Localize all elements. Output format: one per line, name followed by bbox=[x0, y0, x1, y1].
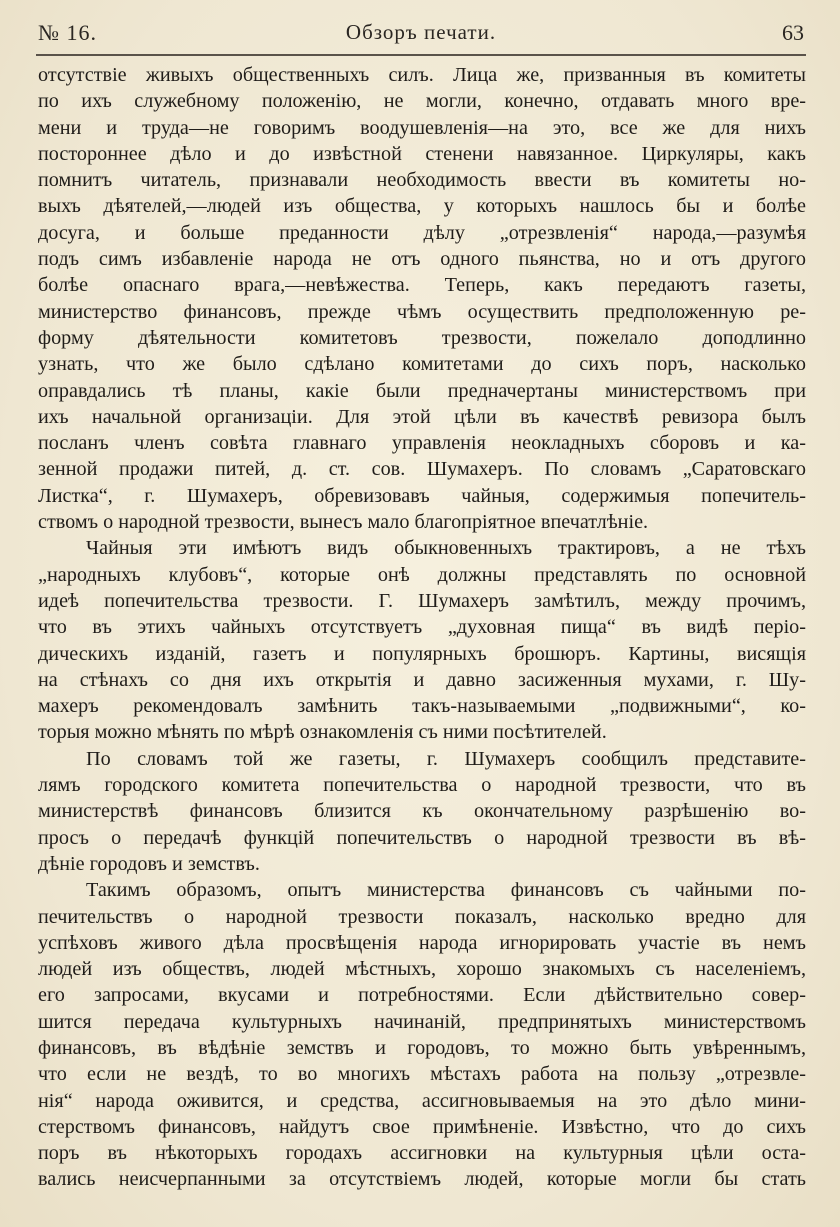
text-line: узнать, что же было сдѣлано комитетами до сихъ поръ, насколько bbox=[38, 353, 806, 376]
text-line: поръ въ нѣкоторыхъ городахъ ассигновки на культурныя цѣли оста- bbox=[38, 1142, 806, 1165]
text-line: что если не вездѣ, то во многихъ мѣстахъ работа на пользу „отрезвле- bbox=[38, 1063, 806, 1086]
text-line: болѣе опаснаго врага,—невѣжества. Теперь, какъ передаютъ газеты, bbox=[38, 274, 806, 297]
text-line: печительствъ о народной трезвости показалъ, насколько вредно для bbox=[38, 905, 806, 928]
text-line: ствомъ о народной трезвости, вынесъ мало благопріятное впечатлѣніе. bbox=[38, 511, 649, 534]
text-line: По словамъ той же газеты, г. Шумахеръ сообщилъ представите- bbox=[86, 747, 806, 770]
text-line: махеръ рекомендовалъ замѣнить такъ-называемыми „подвижными“, ко- bbox=[38, 695, 806, 718]
text-line: торыя можно мѣнять по мѣрѣ ознакомленія съ ними посѣтителей. bbox=[38, 721, 607, 744]
running-header bbox=[38, 20, 804, 48]
text-line: досуга, и больше преданности дѣлу „отрезвленія“ народа,—разумѣя bbox=[38, 221, 806, 244]
text-line: посланъ членъ совѣта главнаго управленія неокладныхъ сборовъ и ка- bbox=[38, 432, 806, 455]
text-line: министерство финансовъ, прежде чѣмъ осуществить предположенную ре- bbox=[38, 300, 806, 323]
text-line: Листка“, г. Шумахеръ, обревизовавъ чайныя, содержимыя попечитель- bbox=[38, 484, 806, 507]
text-line: людей изъ обществъ, людей мѣстныхъ, хорошо знакомыхъ съ населеніемъ, bbox=[38, 958, 806, 981]
text-line: „народныхъ клубовъ“, которые онѣ должны представлять по основной bbox=[38, 563, 806, 586]
text-line: зенной продажи питей, д. ст. сов. Шумахеръ. По словамъ „Саратовскаго bbox=[38, 458, 806, 481]
text-line: отсутствіе живыхъ общественныхъ силъ. Лица же, призванныя въ комитеты bbox=[38, 64, 806, 86]
page-number: 63 bbox=[782, 20, 804, 45]
section-title: Обзоръ печати. bbox=[345, 20, 497, 44]
text-line: на стѣнахъ со дня ихъ открытія и давно засиженныя мухами, г. Шу- bbox=[38, 668, 806, 691]
text-line: стерствомъ финансовъ, найдутъ свое примѣненіе. Извѣстно, что до сихъ bbox=[38, 1115, 806, 1138]
text-line: что въ этихъ чайныхъ отсутствуетъ „духовная пища“ въ видѣ періо- bbox=[38, 616, 806, 639]
text-line: дическихъ изданій, газетъ и популярныхъ брошюръ. Картины, висящія bbox=[38, 642, 806, 665]
text-line: лямъ городского комитета попечительства о народной трезвости, что въ bbox=[38, 774, 806, 797]
text-line: по ихъ служебному положенію, не могли, конечно, отдавать много вре- bbox=[38, 90, 806, 113]
text-line: помнитъ читатель, признавали необходимость ввести въ комитеты но- bbox=[38, 169, 806, 192]
text-line: мени и труда—не говоримъ воодушевленія—на это, все же для нихъ bbox=[38, 116, 806, 139]
article-body bbox=[38, 62, 806, 1193]
text-line: успѣховъ живого дѣла просвѣщенія народа игнорировать участіе въ немъ bbox=[38, 931, 806, 954]
text-line: оправдались тѣ планы, какіе были предначертаны министерствомъ при bbox=[38, 379, 806, 402]
text-line: его запросами, вкусами и потребностями. Если дѣйствительно совер- bbox=[38, 984, 806, 1007]
text-line: дѣніе городовъ и земствъ. bbox=[38, 852, 260, 875]
text-line: шится передача культурныхъ начинаній, предпринятыхъ министерствомъ bbox=[38, 1010, 806, 1033]
text-line: нія“ народа оживится, и средства, ассигновываемыя на это дѣло мини- bbox=[38, 1089, 806, 1112]
text-line: выхъ дѣятелей,—людей изъ общества, у которыхъ нашлось бы и болѣе bbox=[38, 195, 806, 218]
text-line: финансовъ, въ вѣдѣніе земствъ и городовъ, то можно быть увѣреннымъ, bbox=[38, 1036, 806, 1059]
text-line: идеѣ попечительства трезвости. Г. Шумахеръ замѣтилъ, между прочимъ, bbox=[38, 589, 806, 612]
text-line: Чайныя эти имѣютъ видъ обыкновенныхъ трактировъ, а не тѣхъ bbox=[86, 537, 806, 560]
text-line: ихъ начальной организаціи. Для этой цѣли въ качествѣ ревизора былъ bbox=[38, 405, 806, 428]
header-rule bbox=[36, 54, 806, 56]
text-line: постороннее дѣло и до извѣстной стенени навязанное. Циркуляры, какъ bbox=[38, 142, 806, 165]
text-line: вались неисчерпанными за отсутствіемъ людей, которые могли бы стать bbox=[38, 1168, 806, 1191]
text-line: форму дѣятельности комитетовъ трезвости, пожелало доподлинно bbox=[38, 326, 806, 349]
issue-number: № 16. bbox=[38, 20, 97, 45]
text-line: просъ о передачѣ функцій попечительствъ о народной трезвости въ вѣ- bbox=[38, 826, 806, 849]
text-line: подъ симъ избавленіе народа не отъ одного пьянства, но и отъ другого bbox=[38, 248, 806, 271]
text-line: Такимъ образомъ, опытъ министерства финансовъ съ чайными по- bbox=[86, 879, 806, 902]
text-line: министерствѣ финансовъ близится къ окончательному разрѣшенію во- bbox=[38, 800, 806, 823]
